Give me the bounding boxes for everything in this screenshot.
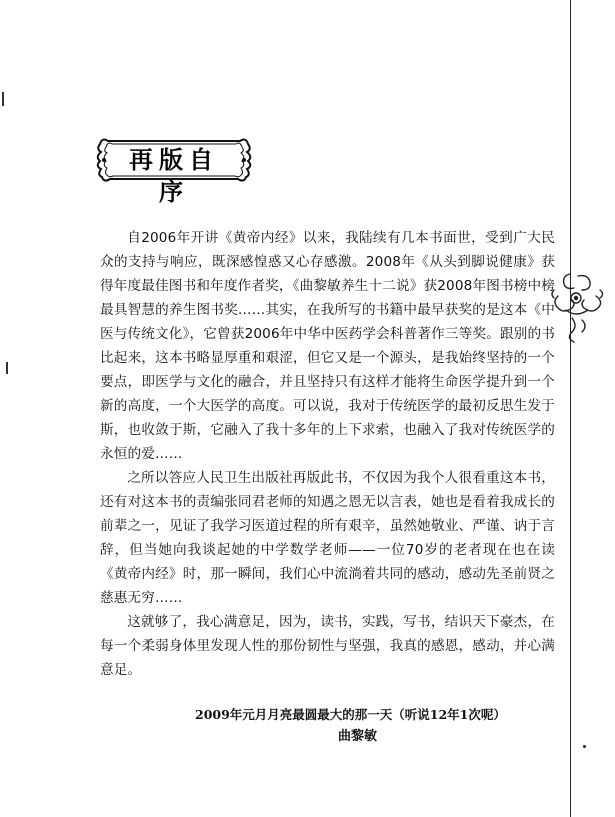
preface-body: [100, 226, 555, 682]
heading-title: 再版自序: [129, 145, 219, 206]
chapter-heading: [94, 135, 254, 206]
page-edge-line: [570, 0, 571, 817]
paragraph: 之所以答应人民卫生出版社再版此书，不仅因为我个人很看重这本书，还有对这本书的责编张同君老师的知遇之恩无以言表，她也是看着我成长的前辈之一，见证了我学习医道过程的所有艰辛，虽然她敬业、严谨、讷于言辞，但当她向我谈起她的中学数学老师——一位70岁的老者现在也在读《黄帝内经》时，那一瞬间，我们心中流淌着共同的感动，感动先圣前贤之慈惠无穷……: [100, 470, 555, 606]
scan-mark: [2, 92, 4, 106]
scan-dot: [583, 745, 586, 748]
scan-mark: [6, 362, 8, 374]
date-line: 2009年元月月亮最圆最大的那一天（听说12年1次呢）: [195, 707, 506, 722]
paragraph: 这就够了，我心满意足，因为，读书，实践，写书，结识天下豪杰，在每一个柔弱身体里发现人性的那份韧性与坚强，我真的感恩，感动，并心满意足。: [100, 614, 555, 678]
cloud-ornament-icon: [548, 268, 606, 348]
author-name: 曲黎敏: [338, 729, 378, 744]
paragraph: 自2006年开讲《黄帝内经》以来，我陆续有几本书面世，受到广大民众的支持与响应，既深感惶惑又心存感激。2008年《从头到脚说健康》获得年度最佳图书和年度作者奖，《曲黎敏养生十二说》获2008年图书榜中榜最具智慧的养生图书奖……其实，在我所写的书籍中最早获奖的是这本《中医与传统文化》，它曾获2006年中华中医药学会科普著作三等奖。跟别的书比起来，这本书略显厚重和艰涩，但它又是一个源头，是我始终坚持的一个要点，即医学与文化的融合，并且坚持只有这样才能将生命医学提升到一个新的高度，一个大医学的高度。可以说，我对于传统医学的最初反思生发于斯，也收敛于斯，它融入了我十多年的上下求索，也融入了我对传统医学的永恒的爱……: [100, 230, 555, 462]
